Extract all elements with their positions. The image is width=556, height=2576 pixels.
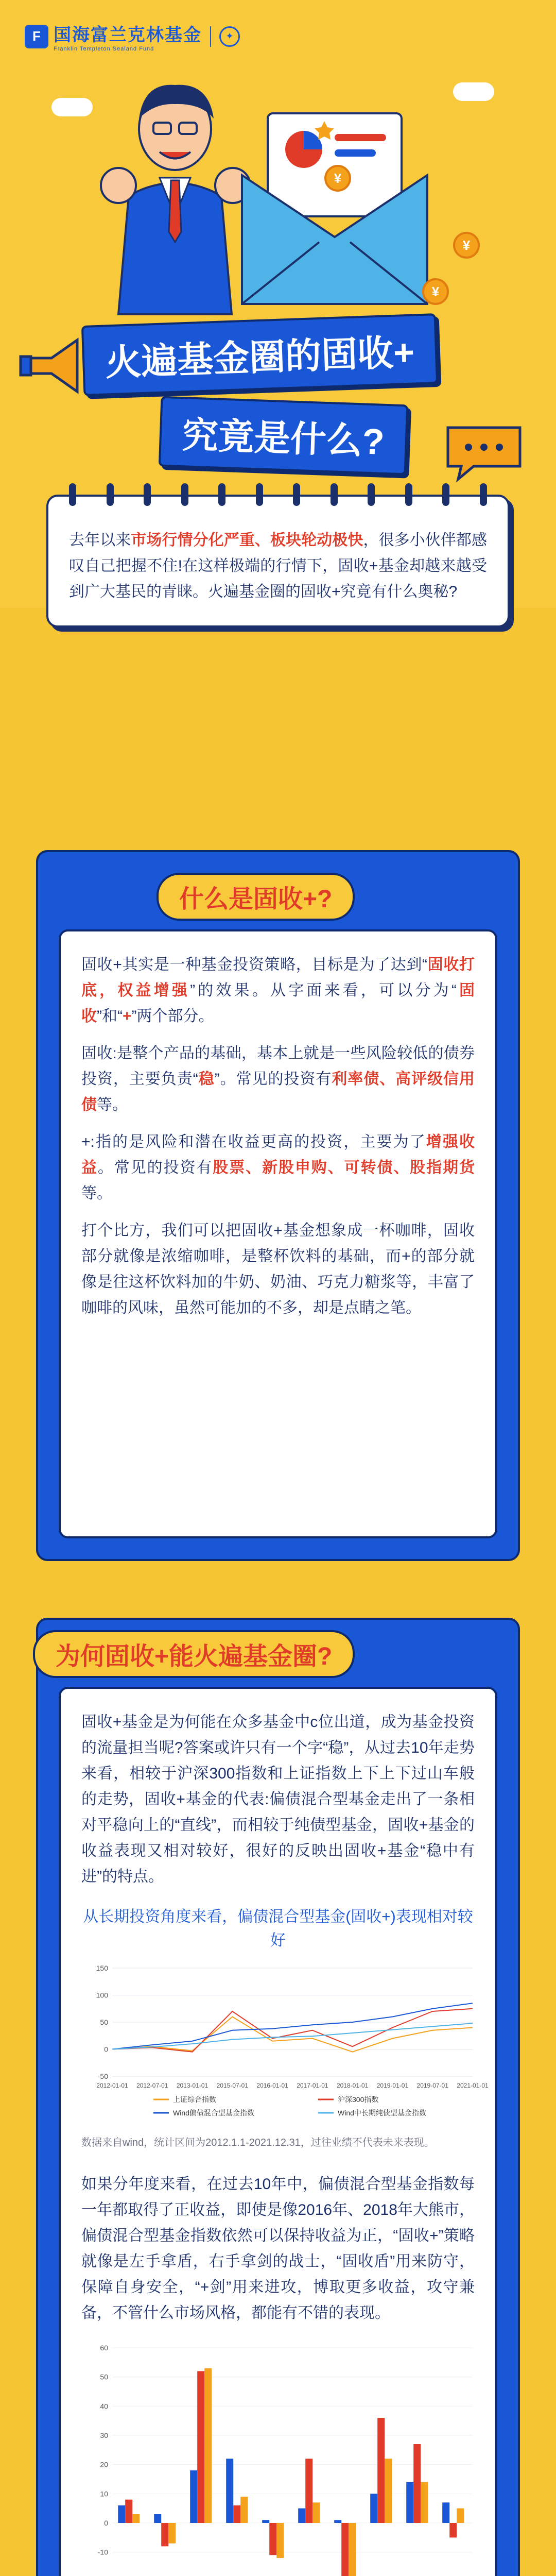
bar — [276, 2523, 284, 2558]
bar — [269, 2523, 276, 2555]
bar — [118, 2505, 125, 2523]
y-tick-label: 30 — [100, 2431, 108, 2439]
x-tick-label: 2015-07-01 — [216, 2082, 249, 2089]
section-body — [59, 1687, 497, 2576]
series-line — [112, 2003, 473, 2049]
bar — [240, 2497, 248, 2523]
legend-label: Wind偏债混合型基金指数 — [173, 2109, 254, 2117]
highlight-text: 市场行情分化严重、板块轮动极快 — [131, 532, 363, 549]
bar — [421, 2482, 428, 2523]
text: ”和“ — [97, 1008, 123, 1025]
y-tick-label: 60 — [100, 2344, 108, 2352]
bar — [341, 2523, 349, 2576]
notebook-rings — [69, 483, 487, 506]
bar — [349, 2523, 356, 2576]
x-tick-label: 2018-01-01 — [336, 2082, 369, 2089]
intro-card — [46, 495, 510, 628]
text: 等。 — [97, 1096, 128, 1113]
ring — [480, 483, 487, 506]
section-tag: 为何固收+能火遍基金圈? — [33, 1630, 355, 1678]
x-tick-label: 2019-01-01 — [376, 2082, 409, 2089]
section-why-popular — [36, 1618, 520, 2576]
y-tick-label: 10 — [100, 2489, 108, 2498]
cloud-icon — [51, 98, 93, 116]
x-tick-label: 2019-07-01 — [416, 2082, 448, 2089]
envelope-illustration — [227, 98, 443, 314]
y-tick-label: 0 — [104, 2519, 108, 2527]
y-tick-label: 150 — [96, 1964, 108, 1972]
hero-title — [82, 319, 484, 471]
x-tick-label: 2012-07-01 — [136, 2082, 168, 2089]
bar — [449, 2523, 457, 2537]
chart1-source: 数据来自wind，统计区间为2012.1.1-2021.12.31，过往业绩不代表未来表现。 — [81, 2137, 435, 2148]
paragraph: 固收+基金是为何能在众多基金中c位出道，成为基金投资的流量担当呢?答案或许只有一个字“稳”，从过去10年走势来看，相较于沪深300指数和上证指数上下上下过山车般的走势，固收+基金的代表:偏债混合型基金走出了一条相对平稳向上的“直线”，而相较于纯债型基金，固收+基金的收益表现又相对较好，很好的反映出固收+基金“稳中有进”的特点。 — [81, 1714, 475, 1885]
legend-label: 上证综合指数 — [173, 2095, 216, 2104]
bar — [305, 2459, 312, 2523]
coin-icon: ¥ — [422, 278, 449, 305]
ring — [144, 483, 151, 506]
paragraph: 打个比方，我们可以把固收+基金想象成一杯咖啡，固收部分就像是浓缩咖啡，是整杯饮料的基础，而+的部分就像是往这杯饮料加的牛奶、奶油、巧克力糖浆等，丰富了咖啡的风味，虽然可能加的不多，却是点睛之笔。 — [81, 1222, 475, 1316]
brand-name-en: Franklin Templeton Sealand Fund — [54, 46, 154, 52]
bar — [298, 2509, 305, 2523]
bar — [168, 2523, 176, 2544]
x-tick-label: 2021-01-01 — [457, 2082, 489, 2089]
bar — [161, 2523, 168, 2546]
text: ”。常见的投资有 — [214, 1071, 332, 1088]
paragraph — [81, 1129, 475, 1207]
y-tick-label: 100 — [96, 1991, 108, 1999]
seal-icon: ✦ — [219, 26, 240, 47]
paragraph — [81, 952, 475, 1029]
x-tick-label: 2012-01-01 — [96, 2082, 128, 2089]
text: 固收+其实是一种基金投资策略，目标是为了达到“ — [81, 956, 428, 973]
y-tick-label: 40 — [100, 2402, 108, 2411]
y-tick-label: 50 — [100, 2018, 108, 2026]
text: ，很多小伙伴都感叹自己把握不住!在这样极端的行情下，固收+基金却越来越受到广大基民的青睐。火遍基金圈的固收+究竟有什么奥秘? — [69, 532, 488, 600]
bar — [190, 2470, 197, 2523]
highlight-text: 股票、新股申购、可转债、股指期货 — [213, 1159, 475, 1176]
highlight-text: 固收打底，权益增强 — [81, 956, 475, 999]
highlight-text: 增强收益 — [81, 1133, 475, 1176]
bar — [262, 2520, 269, 2523]
ring — [181, 483, 188, 506]
bar — [154, 2514, 161, 2523]
bar — [442, 2502, 449, 2523]
paragraph: 如果分年度来看，在过去10年中，偏债混合型基金指数每一年都取得了正收益，即使是像2016年、2018年大熊市，偏债混合型基金指数依然可以保持收益为正，“固收+”策略就像是左手拿盾，右手拿剑的战士，“固收盾”用来防守，保障自身安全，“+剑”用来进攻，博取更多收益，攻守兼备，不管什么市场风格，都能有不错的表现。 — [81, 2176, 475, 2321]
brand-text — [54, 21, 202, 52]
hero-title-line2: 究竟是什么? — [159, 396, 408, 476]
bar — [377, 2418, 385, 2523]
ring — [368, 483, 375, 506]
bar — [226, 2459, 233, 2523]
ring — [405, 483, 412, 506]
section-tag: 什么是固收+? — [157, 873, 355, 921]
x-tick-label: 2017-01-01 — [297, 2082, 328, 2089]
bar — [197, 2371, 204, 2523]
text: +:指的是风险和潜在收益更高的投资，主要为了 — [81, 1133, 426, 1150]
hero-title-line1: 火遍基金圈的固收+ — [81, 313, 438, 396]
bar — [334, 2520, 341, 2523]
bar — [413, 2444, 421, 2523]
brand-logo — [25, 21, 240, 52]
bar — [385, 2459, 392, 2523]
x-tick-label: 2016-01-01 — [256, 2082, 288, 2089]
bar-chart — [81, 2337, 483, 2576]
highlight-text: 利率债、高评级信用债 — [81, 1071, 475, 1113]
section-what-is — [36, 850, 520, 1561]
bar — [370, 2494, 377, 2523]
hero-illustration — [31, 62, 525, 350]
paragraph — [81, 1041, 475, 1118]
y-tick-label: 0 — [104, 2045, 108, 2054]
chart1-title: 从长期投资角度来看，偏债混合型基金(固收+)表现相对较好 — [83, 1908, 473, 1949]
bar — [233, 2505, 240, 2523]
bar — [125, 2500, 132, 2523]
chat-bubble-icon — [443, 422, 525, 484]
highlight-text: 稳 — [198, 1071, 215, 1088]
text: 等。 — [81, 1185, 112, 1202]
ring — [69, 483, 76, 506]
highlight-text: 固收 — [81, 982, 475, 1025]
ring — [293, 483, 300, 506]
text: ”的效果。从字面来看，可以分为“ — [190, 982, 457, 999]
ring — [442, 483, 449, 506]
text: 去年以来 — [69, 532, 131, 549]
ring — [107, 483, 114, 506]
coin-icon: ¥ — [453, 232, 480, 259]
ring — [331, 483, 338, 506]
legend-label: Wind中长期纯债型基金指数 — [338, 2109, 426, 2117]
bar — [457, 2509, 464, 2523]
bar — [132, 2514, 140, 2523]
intro-text — [69, 528, 487, 605]
section-body — [59, 929, 497, 1538]
y-tick-label: 20 — [100, 2460, 108, 2469]
y-tick-label: -50 — [97, 2072, 108, 2080]
ring — [218, 483, 225, 506]
text: ”两个部分。 — [131, 1008, 214, 1025]
bar — [204, 2368, 212, 2523]
y-tick-label: -10 — [97, 2548, 108, 2556]
bar — [312, 2502, 320, 2523]
highlight-text: + — [122, 1008, 132, 1025]
cloud-icon — [453, 82, 494, 101]
bar — [406, 2482, 413, 2523]
legend-label: 沪深300指数 — [338, 2095, 379, 2104]
y-tick-label: 50 — [100, 2372, 108, 2381]
text: 。常见的投资有 — [97, 1159, 213, 1176]
x-tick-label: 2013-01-01 — [176, 2082, 208, 2089]
brand-name-cn: 国海富兰克林基金 — [54, 25, 202, 45]
coin-icon: ¥ — [324, 165, 351, 192]
ring — [256, 483, 263, 506]
text: 固收:是整个产品的基础，基本上就是一些风险较低的债券投资，主要负责“ — [81, 1045, 475, 1088]
line-chart — [81, 1958, 489, 2128]
megaphone-icon — [15, 330, 88, 402]
brand-mark-icon: F — [25, 25, 48, 48]
brand-divider — [210, 26, 211, 47]
